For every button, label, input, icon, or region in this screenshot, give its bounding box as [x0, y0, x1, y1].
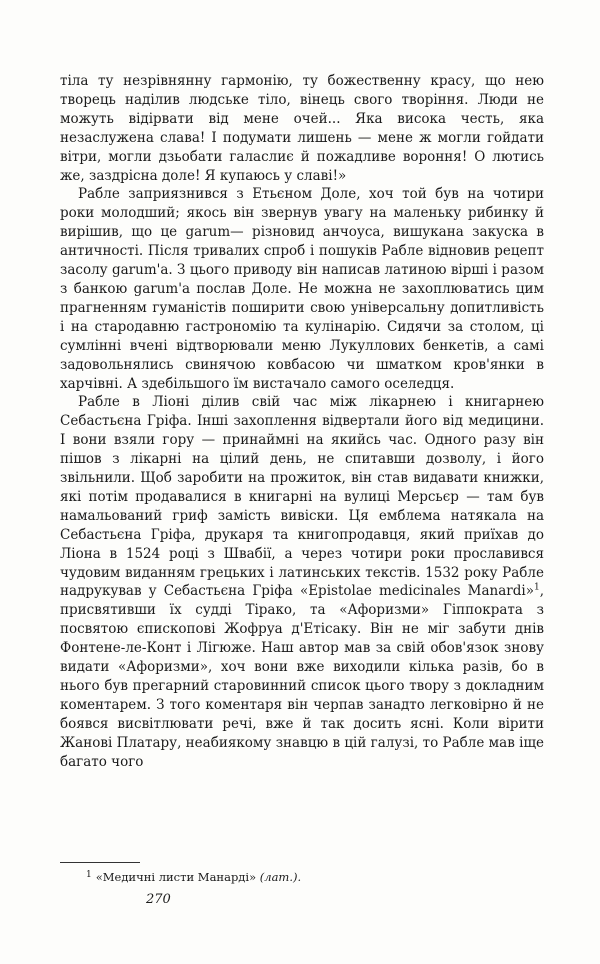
footnote [86, 868, 526, 885]
page-number: 270 [146, 892, 171, 907]
paragraph-1: тіла ту незрівнянну гармонію, ту божественну красу, що нею творець наділив людське тіло, вінець свого творіння. Люди не можуть відірвати від мене очей... Яка висока честь, яка незаслужена слава! І подумати лишень — мене ж могли гойдати вітри, могли дзьобати галаслиє й пожадливе вороння! О лютись же, заздрісна доле! Я купаюсь у славі!» [60, 73, 544, 184]
paragraph-2: Рабле заприязнився з Етьєном Доле, хоч той був на чотири роки молодший; якось він звернув увагу на маленьку рибинку й вирішив, що це garum— різновид анчоуса, вишукана закуска в античності. Після тривалих спроб і пошуків Рабле відновив рецепт засолу garum'а. З цього приводу він написав латиною вірші і разом з банкою garum'а послав Доле. Не можна не захоплюватись цим прагненням гуманістів поширити свою універсальну допитливість і на стародавню гастрономію та кулінарію. Сидячи за столом, ці сумлінні вчені відтворювали меню Лукуллових бенкетів, а самі задовольнялись свинячою ковбасою чи шматком кров'янки в харчівні. А здебільшого їм вистачало самого оселедця. [60, 186, 544, 392]
paragraph-3 [60, 393, 544, 771]
footnote-reference[interactable]: 1 [533, 582, 540, 593]
paragraph-3-part-a: Рабле в Ліоні ділив свій час між лікарнею і книгарнею Себастьєна Гріфа. Інші захоплення відвертали його від медицини. І вони взяли гору — принаймні на якийсь час. Одного разу він пішов з лікарні на цілий день, не спитавши дозволу, і його звільнили. Щоб заробити на прожиток, він став видавати книжки, які потім продавалися в книгарні на вулиці Мерсьєр — там був намальований гриф замість вивіски. Ця емблема натякала на Себастьєна Гріфа, друкаря та книгопродавця, який приїхав до Ліона в 1524 році з Швабії, а через чотири роки прославився чудовим виданням грецьких і латинських текстів. 1532 року Рабле надрукував у Себастьєна Гріфа «Epistolae medicinales Manardi» [60, 394, 544, 600]
paragraph-3-part-b: , присвятивши їх судді Тіракo, та «Афоризми» Гіппократа з посвятою єпископові Жофруа д'Етісаку. Він не міг забути днів Фонтене-ле-Конт і Лігюже. Наш автор мав за свій обов'язок знову видати «Афоризми», хоч вони вже виходили кілька разів, бо в нього був прегарний старовинний список цього твору з докладним коментарем. З того коментаря він черпав занадто легковірно й не боявся висвітлювати речі, вже й так досить ясні. Коли вірити Жанові Платару, неабиякому знавцю в цій галузі, то Рабле мав іще багато чого [60, 583, 544, 770]
footnote-divider [60, 862, 140, 863]
footnote-language: (лат.). [259, 870, 302, 884]
main-text [60, 72, 544, 772]
footnote-marker: 1 [86, 870, 92, 880]
footnote-text: «Медичні листи Манарді» [95, 870, 260, 884]
